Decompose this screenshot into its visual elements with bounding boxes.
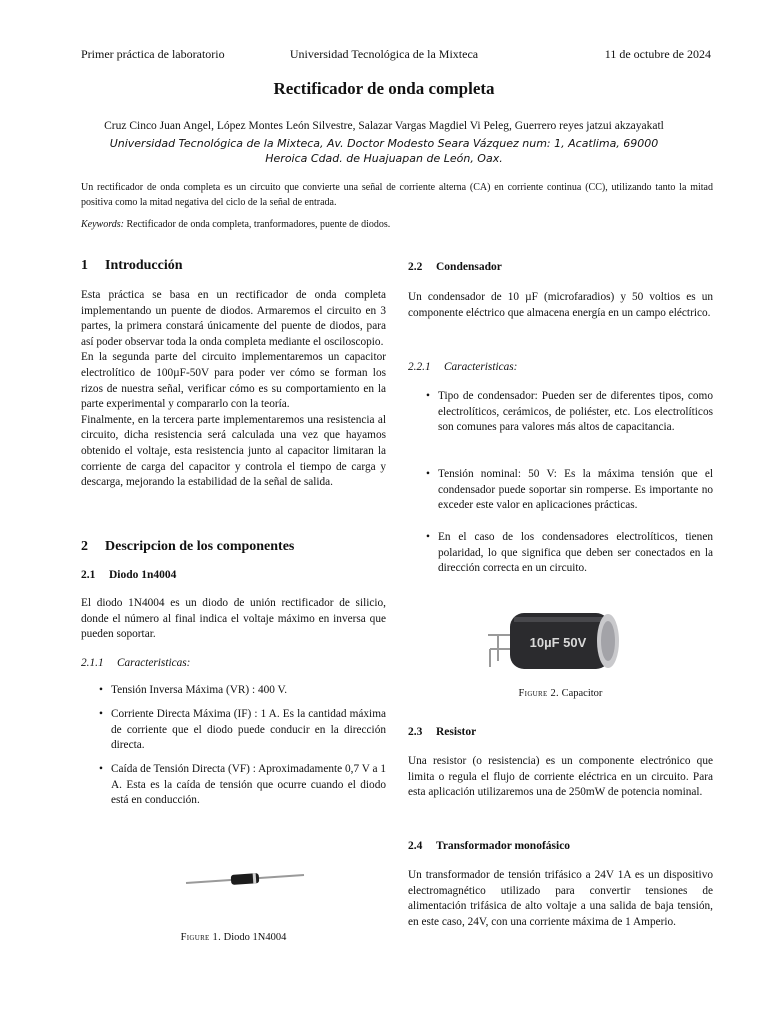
figure-caption-text: Capacitor: [561, 688, 603, 699]
subsubsection-number: 2.1.1: [81, 657, 104, 669]
subsection-number: 2.3: [408, 726, 423, 738]
keywords: [81, 219, 713, 230]
subsection-number: 2.1: [81, 569, 96, 581]
subsection-heading-diodo: [81, 568, 386, 584]
subsection-heading-resistor: [408, 725, 713, 741]
section-title: Descripcion de los componentes: [105, 539, 295, 554]
subsubsection-title: Caracteristicas:: [117, 657, 191, 669]
keywords-label: Keywords:: [81, 219, 124, 230]
subsection-title: Resistor: [436, 726, 477, 738]
diode-feature-item: • Tensión Inversa Máxima (VR) : 400 V.: [81, 683, 386, 699]
capacitor-marking: 10µF 50V: [529, 635, 587, 650]
keywords-text: Rectificador de onda completa, tranformadores, puente de diodos.: [126, 219, 391, 230]
author-list: Cruz Cinco Juan Angel, López Montes León Silvestre, Salazar Vargas Magdiel Vi Peleg, Guerrero reyes jatzui akzayakatl: [104, 120, 664, 132]
diode-feature-item: • Corriente Directa Máxima (IF) : 1 A. Es la cantidad máxima de corriente que el diodo puede conducir en la dirección directa.: [81, 707, 386, 754]
subsection-number: 2.4: [408, 840, 423, 852]
capacitor-image: [484, 605, 634, 675]
figure-2-caption: [408, 688, 713, 699]
diode-image: [180, 860, 310, 900]
intro-paragraph-3: Finalmente, en la tercera parte implementaremos una resistencia al circuito, dicha resistencia será calculada una vez que hayamos obtenido el voltaje, esta resistencia junto al capacitor limitaran la corriente de carga del capacitor y controla el tiempo de carga y descarga, mejorando la estabilidad de la señal de salida.: [81, 413, 386, 489]
subsection-title: Diodo 1n4004: [109, 569, 177, 581]
figure-label: Figure 2.: [518, 688, 559, 699]
abstract-text: Un rectificador de onda completa es un circuito que convierte una señal de corriente alterna (CA) en corriente continua (CC), utilizando tanto la mitad positiva como la mitad negativa del ciclo de la señal de entrada.: [81, 182, 713, 208]
subsection-title: Transformador monofásico: [436, 840, 571, 852]
section-title: Introducción: [105, 258, 183, 273]
intro-paragraph-2: En la segunda parte del circuito implementaremos un capacitor electrolítico de 100µF-50V para poder ver cómo se forman los rizos de nuestra señal, verificar cómo es su comportamiento en la parte experimental y compararlo con la teoría.: [81, 351, 386, 411]
diode-body: [81, 596, 386, 643]
figure-1-caption: [81, 932, 386, 943]
subsection-title: Condensador: [436, 261, 502, 273]
abstract: [81, 180, 713, 210]
figure-caption-text: Diodo 1N4004: [223, 932, 287, 943]
subsubsection-title: Caracteristicas:: [444, 361, 518, 373]
section-number: 1: [81, 258, 88, 273]
capacitor-body: [408, 290, 713, 321]
capacitor-feature-item: • En el caso de los condensadores electrolíticos, tienen polaridad, lo que significa que deben ser conectados en la dirección correcta en un circuito.: [408, 530, 713, 577]
subsubsection-heading-condensador-caracteristicas: [408, 360, 713, 376]
running-header-center: Universidad Tecnológica de la Mixteca: [289, 47, 479, 61]
section-heading-introduccion: [81, 258, 386, 274]
capacitor-paragraph: Un condensador de 10 µF (microfaradios) y 50 voltios es un componente eléctrico que almacena energía en un campo eléctrico.: [408, 291, 713, 319]
capacitor-feature-item: • Tipo de condensador: Pueden ser de diferentes tipos, como electrolíticos, cerámicos, de poliéster, etc. Los electrolíticos son comunes para valores más altos de capacitancia.: [408, 389, 713, 436]
capacitor-ring: [514, 617, 604, 622]
transformer-body: [408, 868, 713, 930]
diode-paragraph: El diodo 1N4004 es un diodo de unión rectificador de silicio, donde el número al final indica el voltaje máximo en inversa que pueden soportar.: [81, 597, 386, 641]
figure-label: Figure 1.: [180, 932, 222, 943]
running-header-right: 11 de octubre de 2024: [604, 47, 711, 61]
paper-title: Rectificador de onda completa: [273, 79, 495, 98]
subsection-heading-transformador: [408, 839, 713, 855]
resistor-body: [408, 754, 713, 801]
subsubsection-number: 2.2.1: [408, 361, 431, 373]
capacitor-end-vent: [601, 621, 615, 661]
transformer-paragraph: Un transformador de tensión trifásico a 24V 1A es un dispositivo electromagnético utilizado para convertir tensiones de alimentación trifásica de alto voltaje a una salida de baja tensión, en este caso, 24V, con una corriente máxima de 1 Amperio.: [408, 869, 713, 928]
affiliation: Universidad Tecnológica de la Mixteca, Av. Doctor Modesto Seara Vázquez num: 1, Acatlima, 69000 Heroica Cdad. de Huajuapan de León, Oax.: [109, 137, 659, 165]
subsubsection-heading-diodo-caracteristicas: [81, 656, 386, 672]
intro-body: [81, 288, 386, 491]
diode-feature-item: • Caída de Tensión Directa (VF) : Aproximadamente 0,7 V a 1 A. Esta es la caída de tensión que ocurre cuando el diodo está en conducción.: [81, 762, 386, 809]
section-heading-componentes: [81, 539, 386, 555]
subsection-heading-condensador: [408, 260, 713, 276]
intro-paragraph-1: Esta práctica se basa en un rectificador de onda completa implementando un puente de diodos. Armaremos el circuito en 3 partes, la primera constará únicamente del puente de diodos, para así poder observar toda la onda completa mediante el osciloscopio.: [81, 289, 386, 348]
capacitor-feature-item: • Tensión nominal: 50 V: Es la máxima tensión que el condensador puede soportar sin romperse. Es importante no exceder este valor en aplicaciones prácticas.: [408, 467, 713, 514]
section-number: 2: [81, 539, 88, 554]
resistor-paragraph: Una resistor (o resistencia) es un componente electrónico que limita o regula el flujo de corriente eléctrica en un circuito. Para esta aplicación utilizaremos una de 250mW de potencia nominal.: [408, 755, 713, 799]
subsection-number: 2.2: [408, 261, 423, 273]
running-header-left: Primer práctica de laboratorio: [81, 47, 225, 61]
